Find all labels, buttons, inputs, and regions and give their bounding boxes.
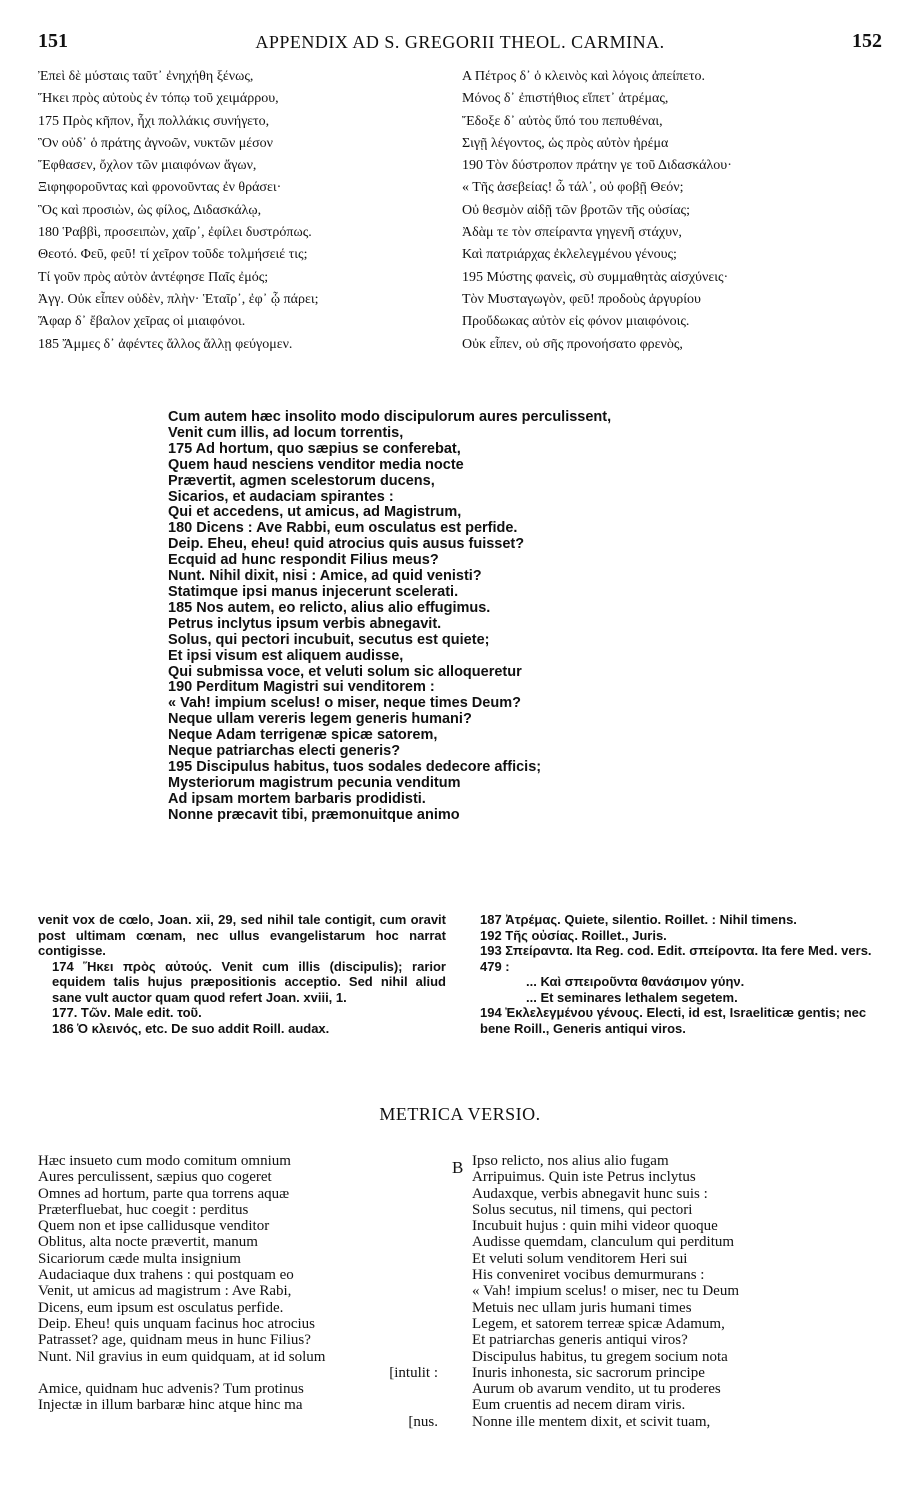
greek-line: 190 Τὸν δύστροπον πράτην γε τοῦ Διδασκάλου· [462,158,732,174]
latin-line: Neque patriarchas electi generis? [168,743,401,760]
footnote: venit vox de cœlo, Joan. xii, 29, sed nihil tale contigit, cum oravit post ultimam cœnam, nec ullus evangelistarum hoc narrat contigisse. [38,912,446,958]
footnote-quote: ... Καὶ σπειροῦντα θανάσιμον γύην. [526,974,745,989]
footnote: 187 Ἀτρέμας. Quiete, silentio. Roillet. : Nihil timens. [480,912,797,927]
verse-line: Arripuimus. Quin iste Petrus inclytus [472,1169,696,1186]
greek-line: Προὔδωκας αὐτὸν εἰς φόνον μιαιφόνοις. [462,314,690,330]
verse-line: Omnes ad hortum, parte qua torrens aquæ [38,1185,290,1202]
latin-line: 190 Perditum Magistri sui venditorem : [168,679,435,696]
latin-line: Prævertit, agmen scelestorum ducens, [168,472,435,489]
verse-line: Patrasset? age, quidnam meus in hunc Filius? [38,1332,311,1349]
greek-line: Ἄφαρ δ᾽ ἔβαλον χεῖρας οἱ μιαιφόνοι. [38,314,246,330]
verse-line: Sicariorum cæde multa insignium [38,1250,241,1267]
verse-line: Inuris inhonesta, sic sacrorum principe [472,1364,705,1381]
verse-line: Audaxque, verbis abnegavit hunc suis : [472,1185,708,1202]
latin-line: Qui submissa voce, et veluti solum sic alloqueretur [168,663,522,680]
running-title: APPENDIX AD S. GREGORII THEOL. CARMINA. [255,32,665,52]
column-marker: B [452,1158,464,1177]
latin-line: Qui et accedens, ut amicus, ad Magistrum, [168,504,462,521]
verse-line: Quem non et ipse callidusque venditor [38,1218,270,1235]
latin-line: Cum autem hæc insolito modo discipulorum aures perculissent, [168,409,612,425]
verse-line: Incubuit hujus : quin mihi videor quoque [472,1218,718,1235]
greek-line: 195 Μύστης φανεὶς, σὺ συμμαθητὰς αἰσχύνεις· [462,269,729,285]
latin-line: Neque Adam terrigenæ spicæ satorem, [168,727,438,744]
latin-line: Nonne præcavit tibi, præmonuitque animo [168,806,460,823]
greek-line: Σιγῇ λέγοντος, ὡς πρὸς αὐτὸν ἠρέμα [462,135,669,151]
footnote: 193 Σπείραντα. Ita Reg. cod. Edit. σπείροντα. Ita fere Med. vers. 479 : [480,943,872,974]
verse-line: Audisse quemdam, clanculum qui perditum [472,1234,735,1251]
latin-line: Nunt. Nihil dixit, nisi : Amice, ad quid venisti? [168,568,482,585]
greek-line: Ἀδὰμ τε τὸν σπείραντα γηγενῆ στάχυν, [462,225,682,241]
greek-line: Ἀγγ. Οὐκ εἶπεν οὐδὲν, πλὴν· Ἑταῖρ᾽, ἐφ᾽ ᾧ πάρει; [38,291,319,307]
latin-line: Deip. Eheu, eheu! quid atrocius quis ausus fuisset? [168,536,525,553]
verse-line: Legem, et satorem terreæ spicæ Adamum, [472,1315,725,1332]
verse-line: Præterfluebat, huc coegit : perditus [38,1201,249,1218]
greek-line: Οὐ θεσμὸν αἰδῇ τῶν βροτῶν τῆς οὐσίας; [462,202,690,218]
running-header [38,30,882,58]
verse-line: Audaciaque dux trahens : qui postquam eo [38,1267,294,1284]
verse-line: « Vah! impium scelus! o miser, nec tu Deum [472,1283,739,1300]
section-heading: METRICA VERSIO. [379,1104,541,1124]
greek-text-right-column [462,66,882,356]
latin-line: Statimque ipsi manus injecerunt scelerati. [168,583,459,600]
latin-line: « Vah! impium scelus! o miser, neque times Deum? [168,695,521,712]
greek-line: 185 Ἄμμες δ᾽ ἀφέντες ἄλλος ἄλλῃ φεύγομεν. [38,336,293,352]
greek-line: Ὃς καὶ προσιὼν, ὡς φίλος, Διδασκάλῳ, [38,202,262,218]
greek-line: A Πέτρος δ᾽ ὁ κλεινὸς καὶ λόγοις ἀπείπετο. [462,69,706,84]
footnote: 186 Ὁ κλεινός, etc. De suo addit Roill. audax. [52,1020,330,1036]
verse-line: Venit, ut amicus ad magistrum : Ave Rabi, [38,1283,292,1300]
verse-line: Et veluti solum venditorem Heri sui [472,1250,688,1267]
greek-line: Ἔφθασεν, ὄχλον τῶν μιαιφόνων ἄγων, [38,158,257,174]
latin-line: Ad ipsam mortem barbaris prodidisti. [168,790,426,807]
footnote: 192 Τῆς οὐσίας. Roillet., Juris. [480,927,667,943]
latin-line: Petrus inclytus ipsum verbis abnegavit. [168,615,442,632]
greek-line: Ἔδοξε δ᾽ αὐτὸς ὕπό του πεπυθέναι, [462,113,663,129]
latin-line: 185 Nos autem, eo relicto, alius alio effugimus. [168,599,491,616]
greek-line: Μόνος δ᾽ ἐπιστήθιος εἵπετ᾽ ἀτρέμας, [462,91,669,107]
footnote-quote: ... Et seminares lethalem segetem. [526,989,738,1005]
greek-line: Ξιφηφοροῦντας καὶ φρονοῦντας ἐν θράσει· [38,180,282,196]
footnotes-left [38,912,446,1036]
verse-line: His conveniret vocibus demurmurans : [472,1267,705,1284]
metrica-versio-left [38,1153,438,1430]
greek-text-left-column [38,66,448,356]
footnotes-right [466,912,886,1036]
latin-line: Ecquid ad hunc respondit Filius meus? [168,552,439,569]
verse-line: Nonne ille mentem dixit, et scivit tuam, [472,1413,711,1430]
latin-line: Quem haud nesciens venditor media nocte [168,456,464,473]
latin-line: 180 Dicens : Ave Rabbi, eum osculatus est perfide. [168,520,518,537]
verse-line: Amice, quidnam huc advenis? Tum protinus [38,1381,304,1398]
greek-line: 175 Πρὸς κῆπον, ἧχι πολλάκις συνήγετο, [38,113,270,129]
footnote: 194 Ἐκλελεγμένου γένους. Electi, id est, Israeliticæ gentis; nec bene Roill., Generis antiqui viros. [480,1005,867,1036]
verse-line-runover: [intulit : [389,1364,438,1381]
greek-line: Ἥκει πρὸς αὐτοὺς ἐν τόπῳ τοῦ χειμάρρου, [38,91,279,107]
latin-line: 195 Discipulus habitus, tuos sodales dedecore afficis; [168,758,542,775]
greek-line: Τὸν Μυσταγωγὸν, φεῦ! προδοὺς ἀργυρίου [462,291,701,307]
latin-line: Mysteriorum magistrum pecunia venditum [168,774,461,791]
verse-line: Metuis nec ullam juris humani times [472,1299,692,1316]
verse-line: Injectæ in illum barbaræ hinc atque hinc ma [38,1397,303,1414]
verse-line-runover: [nus. [408,1413,438,1430]
latin-translation [168,410,768,824]
latin-line: Sicarios, et audaciam spirantes : [168,488,394,505]
verse-line: Deip. Eheu! quis unquam facinus hoc atrocius [38,1315,316,1332]
greek-line: Ὃν οὐδ᾽ ὁ πράτης ἀγνοῶν, νυκτῶν μέσον [38,135,273,151]
verse-line: Eum cruentis ad necem diram viris. [472,1397,686,1414]
latin-line: Solus, qui pectori incubuit, secutus est quiete; [168,631,490,648]
page-number-right: 152 [852,30,882,52]
verse-line: Nunt. Nil gravius in eum quidquam, at id solum [38,1348,326,1365]
greek-line: Καὶ πατριάρχας ἐκλελεγμένου γένους; [462,247,677,263]
greek-line: Θεοτό. Φεῦ, φεῦ! τί χεῖρον τοῦδε τολμήσειέ τις; [38,247,308,263]
verse-line: Aures perculissent, sæpius quo cogeret [38,1169,272,1186]
greek-line: Τί γοῦν πρὸς αὐτὸν ἀντέφησε Παῖς ἐμός; [38,269,269,285]
page-number-left: 151 [38,30,68,52]
footnote: 177. Τῶν. Male edit. τοῦ. [52,1005,202,1020]
latin-line: Et ipsi visum est aliquem audisse, [168,647,404,664]
verse-line: Dicens, eum ipsum est osculatus perfide. [38,1299,284,1316]
greek-line: Οὐκ εἶπεν, οὐ σῆς προνοήσατο φρενὸς, [462,336,683,352]
latin-line: Venit cum illis, ad locum torrentis, [168,424,404,441]
verse-line: Hæc insueto cum modo comitum omnium [38,1153,291,1169]
greek-line: Ἐπεὶ δὲ μύσταις ταῦτ᾽ ἐνηχήθη ξένως, [38,69,254,84]
latin-line: Neque ullam vereris legem generis humani? [168,711,472,728]
greek-line: « Τῆς ἀσεβείας! ὦ τάλ᾽, οὐ φοβῇ Θεόν; [462,180,684,196]
verse-line: Ipso relicto, nos alius alio fugam [472,1153,669,1169]
verse-line: Aurum ob avarum vendito, ut tu proderes [472,1381,721,1398]
verse-line: Discipulus habitus, tu gregem socium nota [472,1348,728,1365]
latin-line: 175 Ad hortum, quo sæpius se conferebat, [168,440,461,457]
footnote: 174 Ἥκει πρὸς αὐτούς. Venit cum illis (discipulis); rarior equidem talis hujus præpositionis acceptio. Sed nihil aliud sane vult auctor quam quod refert Joan. xviii, 1. [52,958,446,1005]
metrica-versio-right [472,1153,892,1430]
verse-line: Oblitus, alta nocte prævertit, manum [38,1234,258,1251]
verse-line: Solus secutus, nil timens, qui pectori [472,1201,693,1218]
verse-line: Et patriarchas generis antiqui viros? [472,1332,688,1349]
greek-line: 180 Ῥαββὶ, προσειπὼν, χαῖρ᾽, ἐφίλει δυστρόπως. [38,225,312,241]
